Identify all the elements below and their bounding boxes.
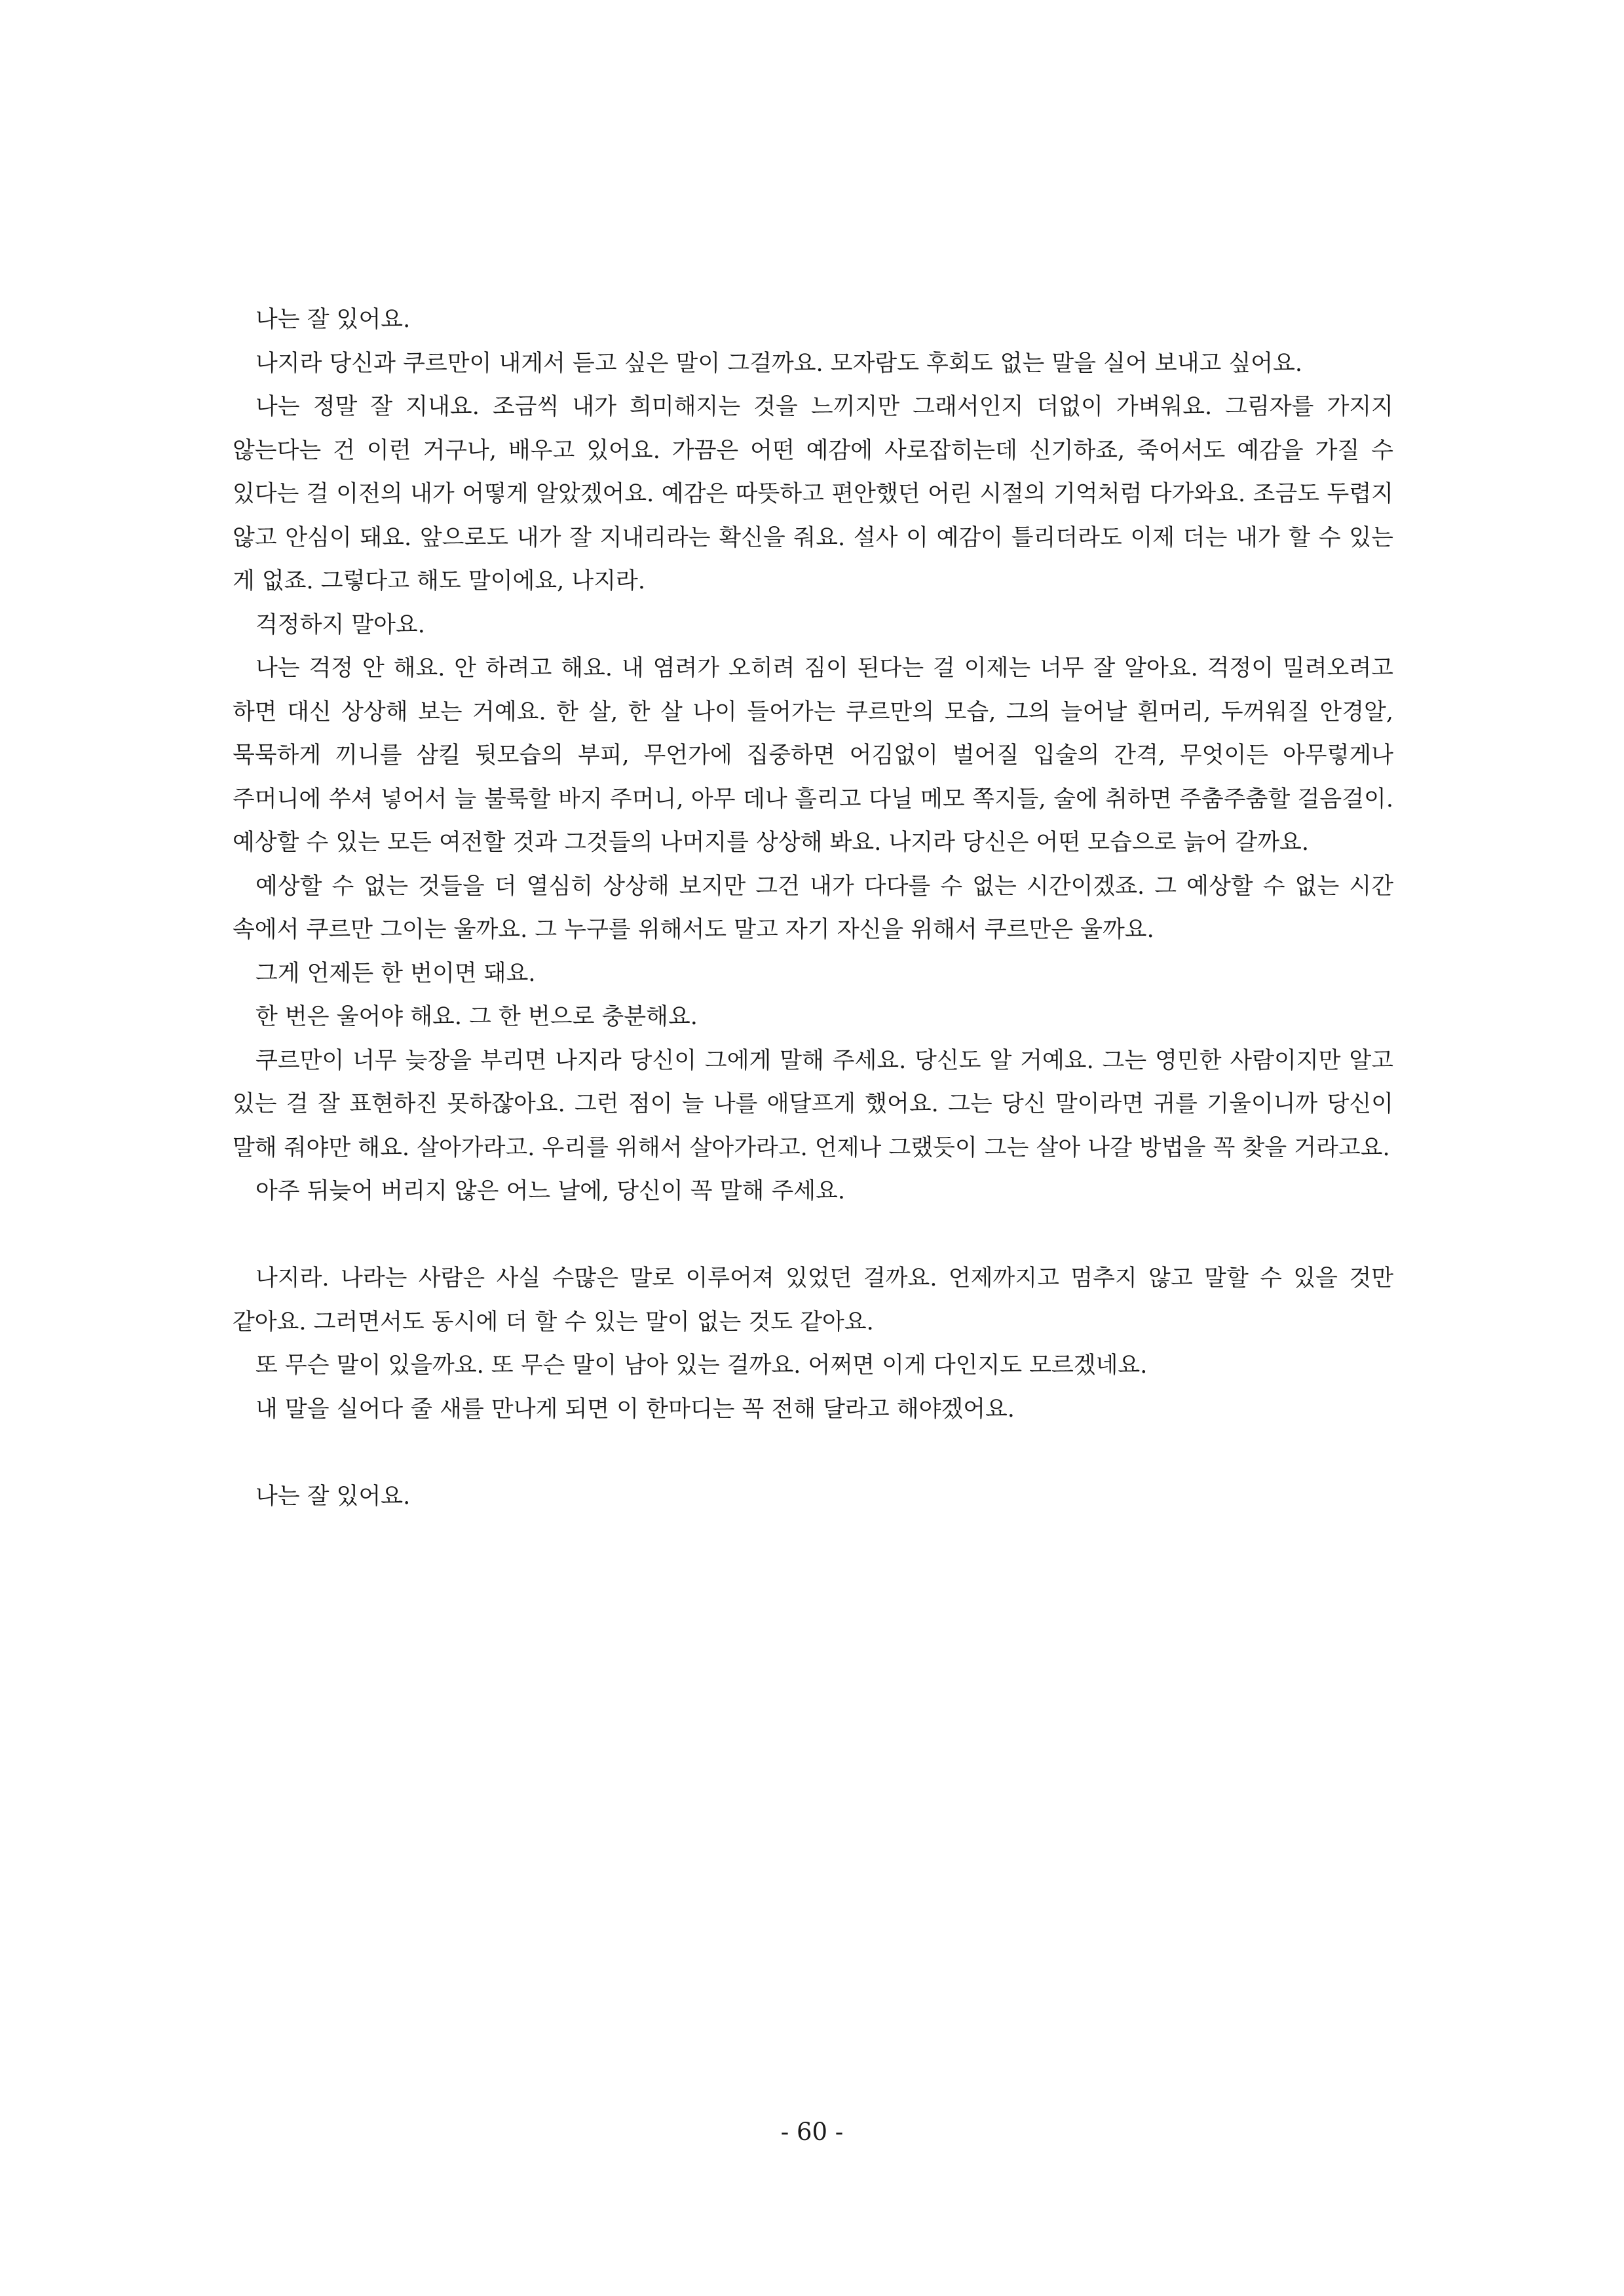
page-number: - 60 - [780,2118,844,2146]
paragraph: 또 무슨 말이 있을까요. 또 무슨 말이 남아 있는 걸까요. 어쩌면 이게 다인지도 모르겠네요. [255,1352,1148,1379]
paragraph: 한 번은 울어야 해요. 그 한 번으로 충분해요. [255,1004,698,1030]
paragraph: 나는 걱정 안 해요. 안 하려고 해요. 내 염려가 오히려 짐이 된다는 걸 이제는 너무 잘 알아요. 걱정이 밀려오려고 하면 대신 상상해 보는 거예요. 한 살, 한 살 나이 들어가는 쿠르만의 모습, 그의 늘어날 흰머리, 두꺼워질 안경알, 묵묵하게 끼니를 삼킬 뒷모습의 부피, 무언가에 집중하면 어김없이 벌어질 입술의 간격, 무엇이든 아무렇게나 주머니에 쑤셔 넣어서 늘 불룩할 바지 주머니, 아무 데나 흘리고 다닐 메모 쪽지들, 술에 취하면 주춤주춤할 걸음걸이. 예상할 수 있는 모든 여전할 것과 그것들의 나머지를 상상해 봐요. 나지라 당신은 어떤 모습으로 늙어 갈까요. [233,655,1393,856]
paragraph: 예상할 수 없는 것들을 더 열심히 상상해 보지만 그건 내가 다다를 수 없는 시간이겠죠. 그 예상할 수 없는 시간 속에서 쿠르만 그이는 울까요. 그 누구를 위해서도 말고 자기 자신을 위해서 쿠르만은 울까요. [233,873,1393,943]
paragraph: 나는 정말 잘 지내요. 조금씩 내가 희미해지는 것을 느끼지만 그래서인지 더없이 가벼워요. 그림자를 가지지 않는다는 건 이런 거구나, 배우고 있어요. 가끔은 어떤 예감에 사로잡히는데 신기하죠, 죽어서도 예감을 가질 수 있다는 걸 이전의 내가 어떻게 알았겠어요. 예감은 따뜻하고 편안했던 어린 시절의 기억처럼 다가와요. 조금도 두렵지 않고 안심이 돼요. 앞으로도 내가 잘 지내리라는 확신을 줘요. 설사 이 예감이 틀리더라도 이제 더는 내가 할 수 있는 게 없죠. 그렇다고 해도 말이에요, 나지라. [233,394,1393,594]
paragraph: 나는 잘 있어요. [255,307,411,333]
closing-line: 나는 잘 있어요. [255,1483,411,1510]
body-text [233,298,1393,1518]
section-break [233,1214,1393,1257]
paragraph: 아주 뒤늦어 버리지 않은 어느 날에, 당신이 꼭 말해 주세요. [255,1178,846,1204]
paragraph: 내 말을 실어다 줄 새를 만나게 되면 이 한마디는 꼭 전해 달라고 해야겠어요. [255,1396,1015,1423]
paragraph: 걱정하지 말아요. [255,611,425,638]
paragraph: 나지라 당신과 쿠르만이 내게서 듣고 싶은 말이 그걸까요. 모자람도 후회도 없는 말을 실어 보내고 싶어요. [255,350,1303,377]
section-break [233,1431,1393,1475]
paragraph: 그게 언제든 한 번이면 돼요. [255,960,536,987]
paragraph: 쿠르만이 너무 늦장을 부리면 나지라 당신이 그에게 말해 주세요. 당신도 알 거예요. 그는 영민한 사람이지만 알고 있는 걸 잘 표현하진 못하잖아요. 그런 점이 늘 나를 애달프게 했어요. 그는 당신 말이라면 귀를 기울이니까 당신이 말해 줘야만 해요. 살아가라고. 우리를 위해서 살아가라고. 언제나 그랬듯이 그는 살아 나갈 방법을 꼭 찾을 거라고요. [233,1047,1393,1161]
paragraph: 나지라. 나라는 사람은 사실 수많은 말로 이루어져 있었던 걸까요. 언제까지고 멈추지 않고 말할 수 있을 것만 같아요. 그러면서도 동시에 더 할 수 있는 말이 없는 것도 같아요. [233,1265,1393,1335]
